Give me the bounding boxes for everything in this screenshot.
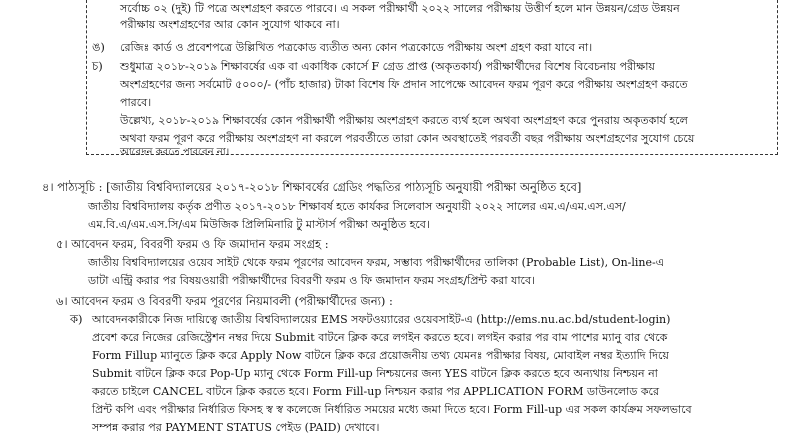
item-ka-label: ক) xyxy=(70,312,83,326)
item-ch-line: পারবে। xyxy=(120,96,152,109)
item-ka-line: প্রবেশ করে নিজের রেজিস্ট্রেশন নম্বর দিয়ে Submit বাটনে ক্লিক করে লগইন করতে হবে। লগইন করার পর বাম পাশের ম্যানু বার থেকে xyxy=(92,331,668,344)
item-ch-line: শুধুমাত্র ২০১৮-২০১৯ শিক্ষাবর্ষের এক বা একাধিক কোর্সে F গ্রেড প্রাপ্ত (অকৃতকার্য) পরীক্ষার্থীদের বিশেষ বিবেচনায় পরীক্ষায় xyxy=(120,60,655,73)
item-ch-line: অথবা ফরম পূরণ করে পরীক্ষায় অংশগ্রহণ না করলে পরবর্তীতে তারা কোন অবস্থাতেই পরবর্তী বছর পরীক্ষায় অংশগ্রহণের সুযোগ চেয়ে xyxy=(120,132,695,145)
section4-line: জাতীয় বিশ্ববিদ্যালয় কর্তৃক প্রণীত ২০১৭-২০১৮ শিক্ষাবর্ষ হতে কার্যকর সিলেবাস অনুযায়ী ২০২২ সালের এম.এ/এম.এস.এস/ xyxy=(88,200,626,213)
item-ch-line: অংশগ্রহণের জন্য সর্বমোট ৫০০০/- (পাঁচ হাজার) টাকা বিশেষ ফি প্রদান সাপেক্ষে আবেদন ফরম পূরণ করে পরীক্ষায় অংশগ্রহণ করতে xyxy=(120,78,688,91)
item-ch-line-last: আবেদন করতে পারবেন না। xyxy=(120,147,230,158)
item-ka-line: করতে চাইলে CANCEL বাটনে ক্লিক করতে হবে। Form Fill-up নিশ্চয়ন করার পর APPLICATION FORM ডাউনলোড করে xyxy=(92,385,660,398)
item-ka-line: Submit বাটনে ক্লিক করে Pop-Up ম্যানু থেকে Form Fill-up নিশ্চয়নের জন্য YES বাটনে ক্লিক করতে হবে অন্যথায় নিশ্চয়ন না xyxy=(92,367,658,380)
section5-line: জাতীয় বিশ্ববিদ্যালয়ের ওয়েব সাইট থেকে ফরম পূরণের আবেদন ফরম, সম্ভাব্য পরীক্ষার্থীদের তালিকা (Probable List), On-line-এ xyxy=(88,256,665,269)
section4-heading: ৪। পাঠ্যসূচি : [জাতীয় বিশ্ববিদ্যালয়ের ২০১৭-২০১৮ শিক্ষাবর্ষের গ্রেডিং পদ্ধতির পাঠ্যসূচি অনুযায়ী পরীক্ষা অনুষ্ঠিত হবে] xyxy=(42,180,582,194)
item-ka-line: সম্পন্ন করার পর PAYMENT STATUS পেইড (PAID) দেখাবে। xyxy=(92,421,380,434)
item-ka-line: প্রিন্ট কপি এবং পরীক্ষার নির্ধারিত ফিসহ স্ব স্ব কলেজে নির্ধারিত সময়ের মধ্যে জমা দিতে হবে। Form Fill-up এর সকল কার্যক্রম সফলভাবে xyxy=(92,403,692,416)
section6-heading: ৬। আবেদন ফরম ও বিবরণী ফরম পূরণের নিয়মাবলী (পরীক্ষার্থীদের জন্য) : xyxy=(56,294,393,308)
item-ka-line: আবেদনকারীকে নিজ দায়িত্বে জাতীয় বিশ্ববিদ্যালয়ের EMS সফটওয়্যারের ওয়েবসাইট-এ (http://ems.nu.ac.bd/student-login) xyxy=(92,313,671,326)
item-u-text: রেজিঃ কার্ড ও প্রবেশপত্রে উল্লিখিত পত্রকোড ব্যতীত অন্য কোন পত্রকোডে পরীক্ষায় অংশ গ্রহণ করা যাবে না। xyxy=(120,41,593,54)
section5-heading: ৫। আবেদন ফরম, বিবরণী ফরম ও ফি জমাদান ফরম সংগ্রহ : xyxy=(56,237,329,251)
section3-line-top: সর্বোচ্চ ০২ (দুই) টি পত্রে অংশগ্রহণ করতে পারবে। এ সকল পরীক্ষার্থী ২০২২ সালের পরীক্ষায় উত্তীর্ণ হলে মান উন্নয়ন/গ্রেড উন্নয়ন xyxy=(120,2,680,15)
item-ch-line: উল্লেখ্য, ২০১৮-২০১৯ শিক্ষাবর্ষের কোন পরীক্ষার্থী পরীক্ষায় অংশগ্রহণ করতে ব্যর্থ হলে অথবা অংশগ্রহণ করে পুনরায় অকৃতকার্য হলে xyxy=(120,114,688,127)
item-u-label: ঙ) xyxy=(92,40,105,54)
section4-line: এম.বি.এ/এম.এস.সি/এম মিউজিক প্রিলিমিনারি টু মাস্টার্স পরীক্ষা অনুষ্ঠিত হবে। xyxy=(88,218,430,231)
section3-line-top2: পরীক্ষায় অংশগ্রহণের আর কোন সুযোগ থাকবে না। xyxy=(120,18,340,31)
item-ka-line: Form Fillup ম্যানুতে ক্লিক করে Apply Now বাটনে ক্লিক করে প্রয়োজনীয় তথ্য যেমনঃ পরীক্ষার বিষয়, মোবাইল নম্বর ইত্যাদি দিয়ে xyxy=(92,349,669,362)
item-ch-label: চ) xyxy=(92,59,103,73)
section5-line: ডাটা এন্ট্রি করার পর বিষয়ওয়ারী পরীক্ষার্থীদের বিবরণী ফরম ও ফি জমাদান ফরম সংগ্রহ/প্রিন্ট করা যাবে। xyxy=(88,274,536,287)
